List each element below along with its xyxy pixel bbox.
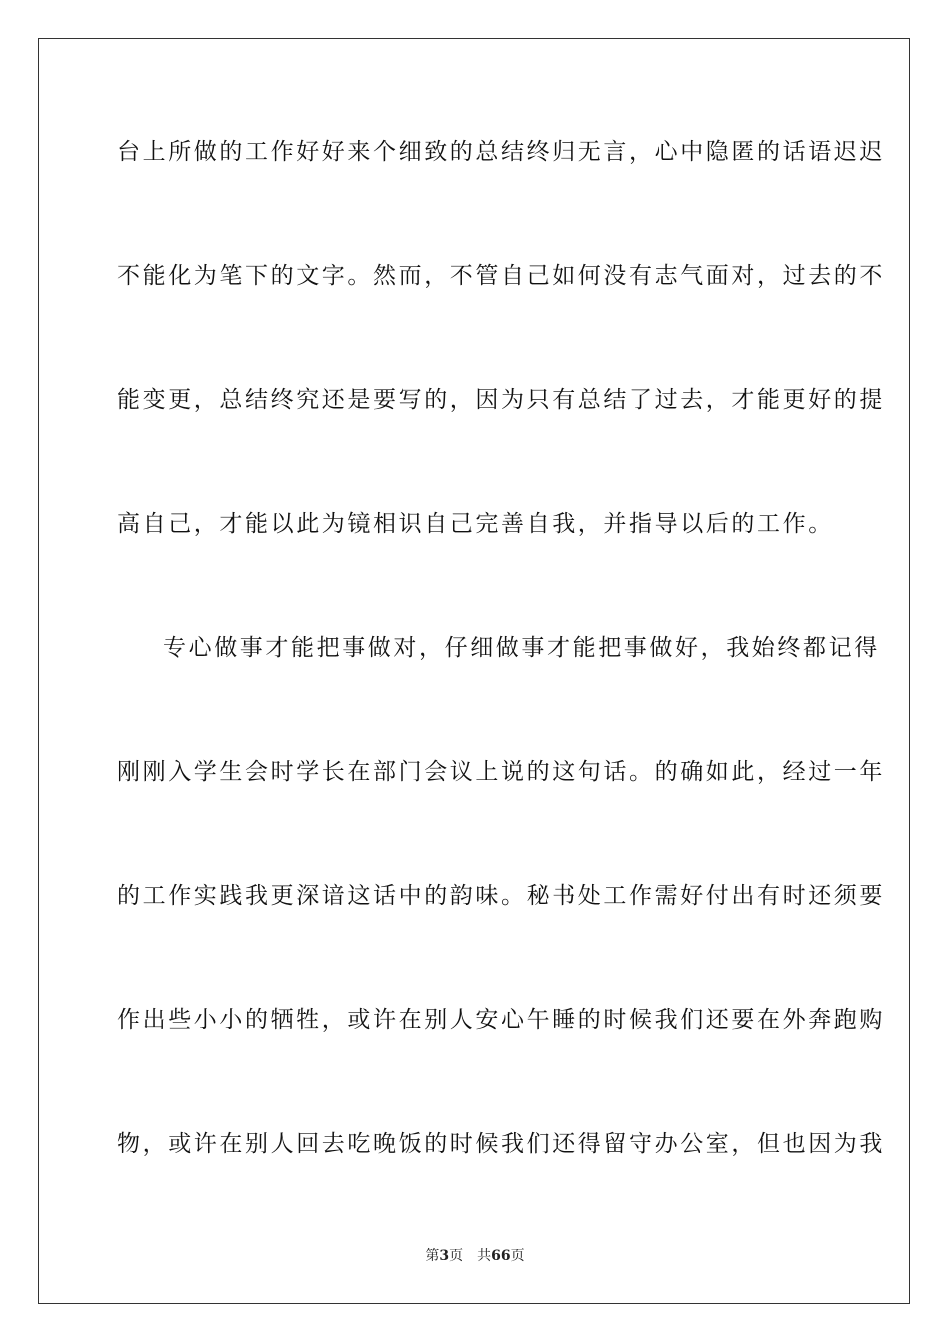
text-line: 高自己，才能以此为镜相识自己完善自我，并指导以后的工作。	[117, 511, 834, 537]
text-line: 能变更，总结终究还是要写的，因为只有总结了过去，才能更好的提	[117, 387, 885, 413]
text-line: 作出些小小的牺牲，或许在别人安心午睡的时候我们还要在外奔跑购	[117, 1007, 885, 1033]
page-border	[38, 38, 910, 1304]
text-line: 的工作实践我更深谙这话中的韵味。秘书处工作需好付出有时还须要	[117, 883, 885, 909]
total-suffix: 页	[510, 1248, 525, 1264]
page-suffix: 页	[449, 1248, 464, 1264]
text-line: 专心做事才能把事做对，仔细做事才能把事做好，我始终都记得	[163, 635, 880, 661]
page-footer	[0, 1247, 950, 1265]
page-prefix: 第	[425, 1248, 440, 1264]
text-line: 台上所做的工作好好来个细致的总结终归无言，心中隐匿的话语迟迟	[117, 139, 885, 165]
text-line: 物，或许在别人回去吃晚饭的时候我们还得留守办公室，但也因为我	[117, 1131, 885, 1157]
text-line: 刚刚入学生会时学长在部门会议上说的这句话。的确如此，经过一年	[117, 759, 885, 785]
total-prefix: 共	[477, 1248, 492, 1264]
page-number: 3	[439, 1248, 450, 1264]
text-line: 不能化为笔下的文字。然而，不管自己如何没有志气面对，过去的不	[117, 263, 885, 289]
total-pages: 66	[491, 1248, 511, 1264]
